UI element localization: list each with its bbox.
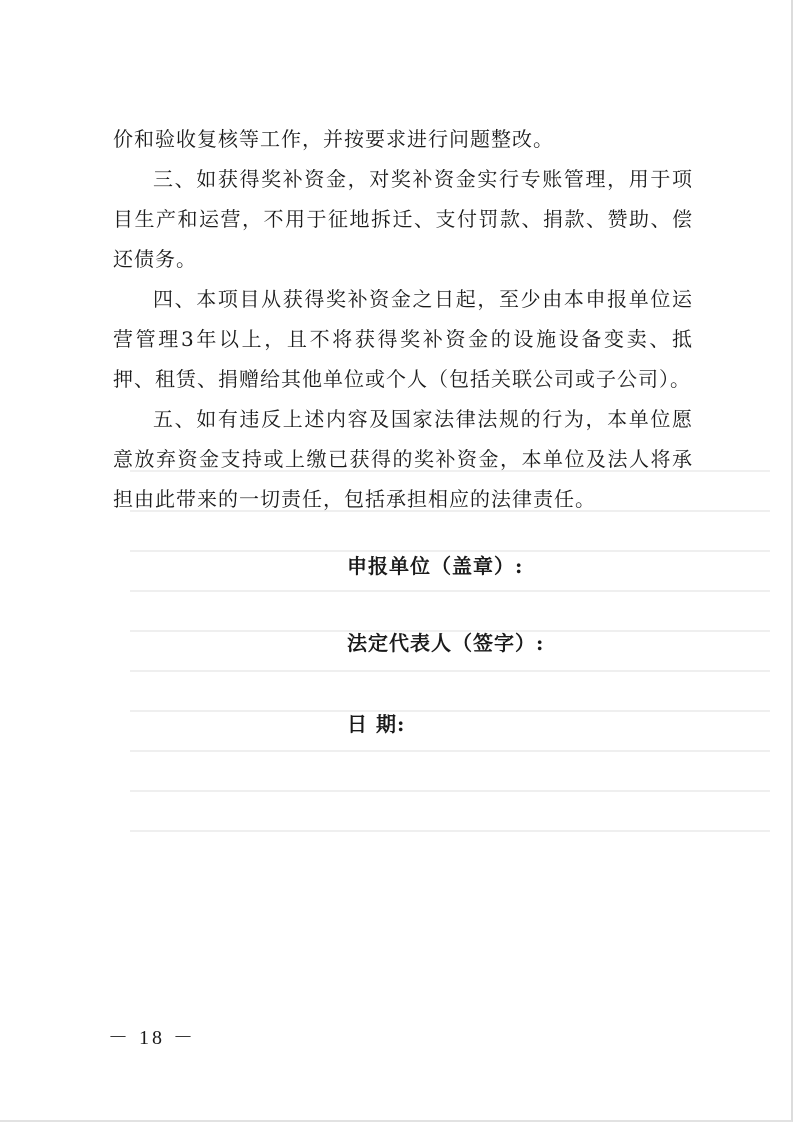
paragraph-item-3: 三、如获得奖补资金，对奖补资金实行专账管理，用于项目生产和运营，不用于征地拆迁、支付罚款、捐款、赞助、偿还债务。 [113, 167, 693, 271]
applicant-unit-seal-label: 申报单位（盖章）: [347, 554, 524, 578]
page-number: － 18 － [108, 1027, 196, 1049]
bleed-through-shadow [130, 470, 770, 890]
legal-representative-signature-label: 法定代表人（签字）: [347, 631, 545, 655]
paragraph-item-5: 五、如有违反上述内容及国家法律法规的行为，本单位愿意放弃资金支持或上缴已获得的奖补资金，本单位及法人将承担由此带来的一切责任，包括承担相应的法律责任。 [113, 407, 693, 511]
date-label: 日 期: [347, 712, 406, 736]
commitment-body [113, 119, 693, 519]
paragraph-item-4: 四、本项目从获得奖补资金之日起，至少由本申报单位运营管理3年以上，且不将获得奖补资金的设施设备变卖、抵押、租赁、捐赠给其他单位或个人（包括关联公司或子公司）。 [113, 287, 693, 391]
paragraph-continuation: 价和验收复核等工作，并按要求进行问题整改。 [113, 127, 554, 151]
